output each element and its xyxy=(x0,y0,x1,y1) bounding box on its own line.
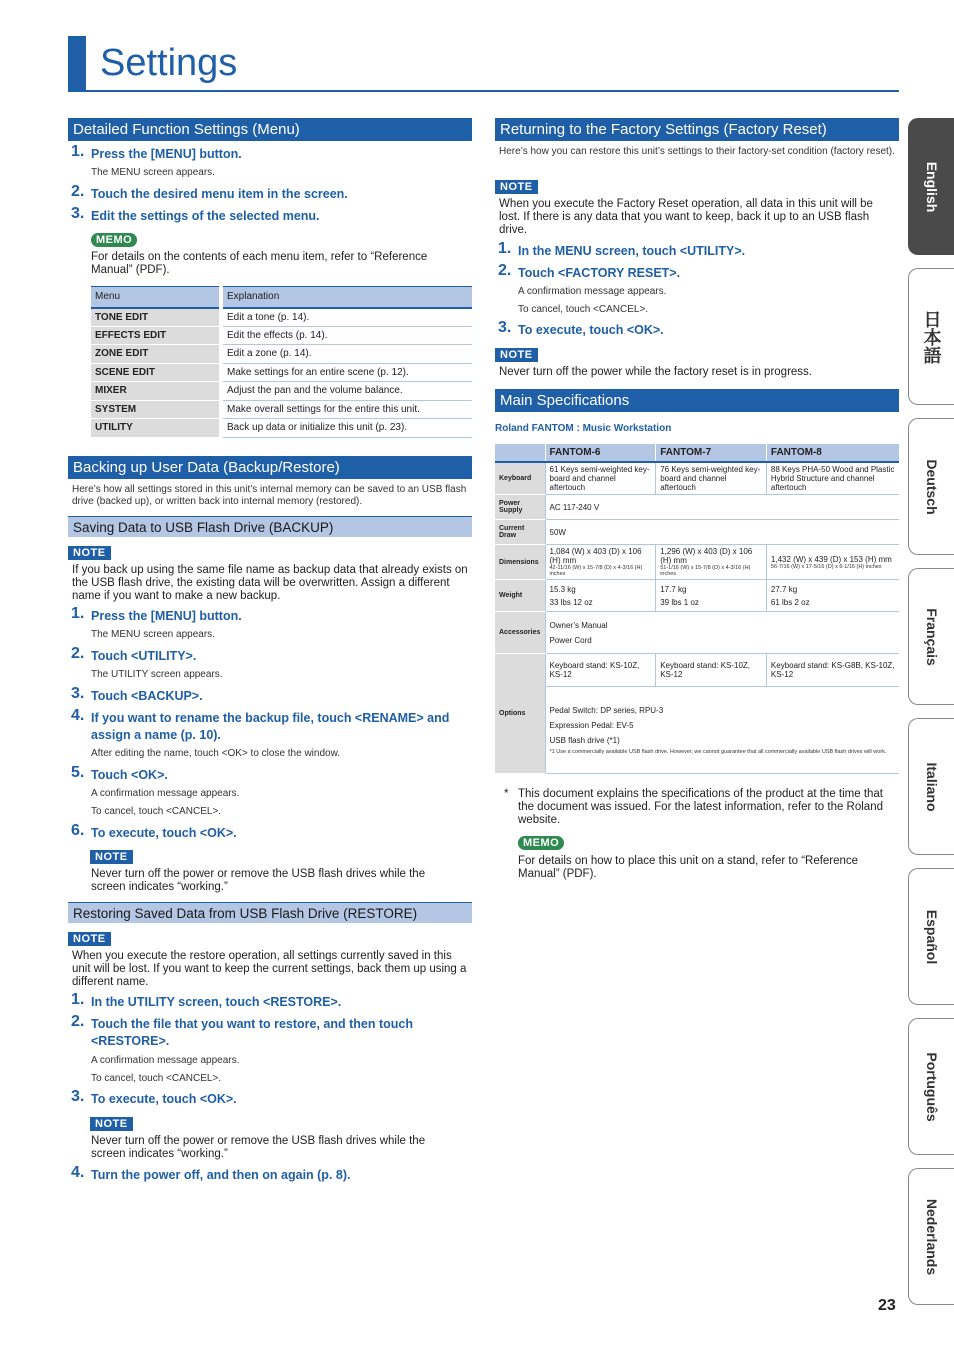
backup-step-4-note: After editing the name, touch <OK> to close the window. xyxy=(91,748,341,759)
page-number: 23 xyxy=(878,1297,896,1314)
menu-step-3: 3. Edit the settings of the selected menu. xyxy=(71,205,320,223)
factory-step-2-note: A confirmation message appears. xyxy=(518,286,667,297)
spec-value: 50W xyxy=(545,520,899,545)
memo-badge: MEMO xyxy=(518,836,564,850)
backup-step-2-note: The UTILITY screen appears. xyxy=(91,669,223,680)
factory-step-2-note: To cancel, touch <CANCEL>. xyxy=(518,304,649,315)
memo-badge: MEMO xyxy=(91,233,137,247)
menu-explanation: Back up data or initialize this unit (p. 23). xyxy=(221,419,472,438)
tab-francais[interactable] xyxy=(908,568,954,705)
factory-note-2: Never turn off the power while the factory reset is in progress. xyxy=(499,366,812,378)
factory-step-2: 2. Touch <FACTORY RESET>. xyxy=(498,262,681,280)
menu-name: SYSTEM xyxy=(91,400,221,419)
weight-kg: 17.7 kg xyxy=(660,584,687,594)
tab-portugues[interactable] xyxy=(908,1018,954,1155)
specs-memo-text: For details on how to place this unit on a stand, refer to “Reference Manual” (PDF). xyxy=(518,855,859,880)
table-row xyxy=(91,419,472,438)
backup-step-5-note: To cancel, touch <CANCEL>. xyxy=(91,806,222,817)
note-badge: NOTE xyxy=(495,180,538,194)
table-row xyxy=(495,580,899,612)
factory-step-3: 3. To execute, touch <OK>. xyxy=(498,319,664,337)
menu-explanation: Make overall settings for the entire this unit. xyxy=(221,400,472,419)
spec-value xyxy=(545,687,899,774)
spec-header: FANTOM-6 xyxy=(545,444,656,462)
table-row xyxy=(91,326,472,345)
backup-step-1: 1. Press the [MENU] button. xyxy=(71,605,242,623)
menu-table xyxy=(91,286,472,438)
note-badge: NOTE xyxy=(90,1117,133,1131)
spec-value: 76 Keys semi-weighted key-board and channel aftertouch xyxy=(656,462,767,495)
spec-label: Weight xyxy=(495,580,545,612)
weight-kg: 27.7 kg xyxy=(770,584,798,594)
restore-note: When you execute the restore operation, all settings currently saved in this unit will be lost. If you want to keep the current settings, back them up using a different name. xyxy=(72,950,467,988)
table-row xyxy=(495,545,899,580)
backup-note-2: Never turn off the power or remove the USB flash drives while the screen indicates “working.” xyxy=(91,868,426,893)
table-row xyxy=(495,462,899,495)
spec-value: 88 Keys PHA-50 Wood and Plastic Hybrid Structure and channel aftertouch xyxy=(766,462,899,495)
menu-name: TONE EDIT xyxy=(91,308,221,327)
tab-label: Deutsch xyxy=(923,458,940,515)
menu-name: MIXER xyxy=(91,382,221,401)
menu-step-1-note: The MENU screen appears. xyxy=(91,167,215,178)
table-row xyxy=(91,382,472,401)
note-badge: NOTE xyxy=(90,850,133,864)
spec-value xyxy=(545,580,656,612)
spec-value: Keyboard stand: KS-10Z, KS-12 xyxy=(656,654,767,687)
menu-explanation: Edit a zone (p. 14). xyxy=(221,345,472,364)
restore-step-2-note: To cancel, touch <CANCEL>. xyxy=(91,1073,222,1084)
tab-label: 日本語 xyxy=(921,309,942,364)
spec-value: 61 Keys semi-weighted key-board and channel aftertouch xyxy=(545,462,656,495)
dim-in: 42-11/16 (W) x 15-7/8 (D) x 4-3/16 (H) inches xyxy=(549,565,643,577)
table-row xyxy=(495,495,899,520)
menu-name: UTILITY xyxy=(91,419,221,438)
menu-step-1: 1. Press the [MENU] button. xyxy=(71,143,242,161)
dim-mm: 1,432 (W) x 439 (D) x 153 (H) mm xyxy=(770,554,892,564)
menu-explanation: Edit a tone (p. 14). xyxy=(221,308,472,327)
tab-italiano[interactable] xyxy=(908,718,954,855)
table-row xyxy=(495,654,899,687)
dim-in: 51-1/16 (W) x 15-7/8 (D) x 4-3/16 (H) inches xyxy=(660,565,751,577)
restore-step-4: 4. Turn the power off, and then on again (p. 8). xyxy=(71,1164,351,1182)
spec-value: Keyboard stand: KS-G8B, KS-10Z, KS-12 xyxy=(766,654,899,687)
menu-memo-text: For details on the contents of each menu item, refer to “Reference Manual” (PDF). xyxy=(91,251,428,276)
menu-explanation: Adjust the pan and the volume balance. xyxy=(221,382,472,401)
dim-mm: 1,296 (W) x 403 (D) x 106 (H) mm xyxy=(660,547,753,565)
weight-lbs: 61 lbs 2 oz xyxy=(770,597,810,607)
spec-label: Current Draw xyxy=(495,520,545,545)
backup-step-5: 5. Touch <OK>. xyxy=(71,764,168,782)
specs-section-heading: Main Specifications xyxy=(495,389,899,412)
weight-lbs: 33 lbs 12 oz xyxy=(549,597,593,607)
spec-label: Dimensions xyxy=(495,545,545,580)
factory-step-1: 1. In the MENU screen, touch <UTILITY>. xyxy=(498,240,746,258)
backup-step-5-note: A confirmation message appears. xyxy=(91,788,240,799)
tab-label: Español xyxy=(923,909,940,964)
spec-label: Keyboard xyxy=(495,462,545,495)
backup-step-6: 6. To execute, touch <OK>. xyxy=(71,822,237,840)
backup-step-3: 3. Touch <BACKUP>. xyxy=(71,685,203,703)
tab-nederlands[interactable] xyxy=(908,1168,954,1305)
factory-section-heading: Returning to the Factory Settings (Factory Reset) xyxy=(495,118,899,141)
table-row xyxy=(495,687,899,774)
tab-label: Nederlands xyxy=(923,1198,940,1275)
spec-value xyxy=(545,545,656,580)
restore-step-3: 3. To execute, touch <OK>. xyxy=(71,1088,237,1106)
table-row xyxy=(91,400,472,419)
backup-step-2: 2. Touch <UTILITY>. xyxy=(71,645,197,663)
tab-espanol[interactable] xyxy=(908,868,954,1005)
menu-explanation: Edit the effects (p. 14). xyxy=(221,326,472,345)
spec-label: Power Supply xyxy=(495,495,545,520)
table-row xyxy=(495,612,899,654)
spec-label: Accessories xyxy=(495,612,545,654)
backup-section-heading: Backing up User Data (Backup/Restore) xyxy=(68,456,472,479)
accessory: Power Cord xyxy=(549,635,592,645)
tab-label: Français xyxy=(923,607,940,666)
product-name: Roland FANTOM : Music Workstation xyxy=(495,423,672,434)
restore-note-2: Never turn off the power or remove the USB flash drives while the screen indicates “working.” xyxy=(91,1135,426,1160)
menu-name: SCENE EDIT xyxy=(91,363,221,382)
tab-deutsch[interactable] xyxy=(908,418,954,555)
accessory: Owner’s Manual xyxy=(549,620,608,630)
spec-value xyxy=(656,545,767,580)
spec-footnote: This document explains the specifications of the product at the time that the document was issued. For the latest information, refer to the Roland website. xyxy=(518,788,884,826)
note-badge: NOTE xyxy=(68,932,111,946)
menu-table-header: Explanation xyxy=(221,287,472,308)
spec-value xyxy=(545,612,899,654)
page-title: Settings xyxy=(100,42,238,84)
menu-section-heading: Detailed Function Settings (Menu) xyxy=(68,118,472,141)
backup-step-4: 4. If you want to rename the backup file, touch <RENAME> and assign a name (p. 10). xyxy=(71,707,450,742)
spec-table xyxy=(495,444,899,774)
menu-name: EFFECTS EDIT xyxy=(91,326,221,345)
option-item: Pedal Switch: DP series, RPU-3 xyxy=(549,705,664,715)
weight-kg: 15.3 kg xyxy=(549,584,576,594)
spec-value xyxy=(766,545,899,580)
tab-english[interactable] xyxy=(908,118,954,255)
factory-note-1: When you execute the Factory Reset operation, all data in this unit will be lost. If there is any data that you want to keep, back it up to an USB flash drive. xyxy=(499,198,873,236)
backup-step-1-note: The MENU screen appears. xyxy=(91,629,215,640)
dim-in: 56-7/16 (W) x 17-5/16 (D) x 6-1/16 (H) inches xyxy=(770,563,882,570)
note-badge: NOTE xyxy=(68,546,111,560)
tab-label: Italiano xyxy=(923,761,940,812)
backup-intro: Here’s how all settings stored in this unit’s internal memory can be saved to an USB flash drive (backed up), or written back into internal memory (restored). xyxy=(72,484,467,507)
menu-step-2: 2. Touch the desired menu item in the screen. xyxy=(71,183,348,201)
note-badge: NOTE xyxy=(495,348,538,362)
backup-note-1: If you back up using the same file name as backup data that already exists on the USB flash drive, the existing data will be overwritten. Assign a different name if you want to make a new backup. xyxy=(72,564,468,602)
spec-header: FANTOM-8 xyxy=(766,444,899,462)
restore-step-1: 1. In the UTILITY screen, touch <RESTORE>. xyxy=(71,991,342,1009)
spec-value: AC 117-240 V xyxy=(545,495,899,520)
table-row xyxy=(91,308,472,327)
factory-intro: Here’s how you can restore this unit’s settings to their factory-set condition (factory reset). xyxy=(499,146,895,157)
option-item: Expression Pedal: EV-5 xyxy=(549,720,634,730)
spec-value xyxy=(766,580,899,612)
table-row xyxy=(91,345,472,364)
option-item: USB flash drive (*1) xyxy=(549,735,620,745)
restore-subheading: Restoring Saved Data from USB Flash Drive (RESTORE) xyxy=(68,902,472,923)
option-footnote: *1 Use a commercially available USB flash drive. However, we cannot guarantee that all commercially available USB flash drives will work. xyxy=(549,748,887,755)
menu-explanation: Make settings for an entire scene (p. 12). xyxy=(221,363,472,382)
tab-label: Português xyxy=(923,1051,940,1122)
spec-value xyxy=(656,580,767,612)
spec-table-corner xyxy=(495,444,545,462)
weight-lbs: 39 lbs 1 oz xyxy=(660,597,699,607)
dim-mm: 1,084 (W) x 403 (D) x 106 (H) mm xyxy=(549,547,642,565)
table-row xyxy=(91,363,472,382)
table-row xyxy=(495,520,899,545)
footnote-mark: * xyxy=(504,788,509,800)
restore-step-2: 2. Touch the file that you want to restore, and then touch <RESTORE>. xyxy=(71,1013,413,1048)
tab-label: English xyxy=(923,161,940,212)
menu-table-header: Menu xyxy=(91,287,221,308)
menu-name: ZONE EDIT xyxy=(91,345,221,364)
title-rule xyxy=(68,90,899,92)
restore-step-2-note: A confirmation message appears. xyxy=(91,1055,240,1066)
spec-header: FANTOM-7 xyxy=(656,444,767,462)
spec-value: Keyboard stand: KS-10Z, KS-12 xyxy=(545,654,656,687)
spec-label: Options xyxy=(495,654,545,774)
title-accent-bar xyxy=(68,36,86,91)
backup-subheading: Saving Data to USB Flash Drive (BACKUP) xyxy=(68,516,472,537)
tab-japanese[interactable] xyxy=(908,268,954,405)
